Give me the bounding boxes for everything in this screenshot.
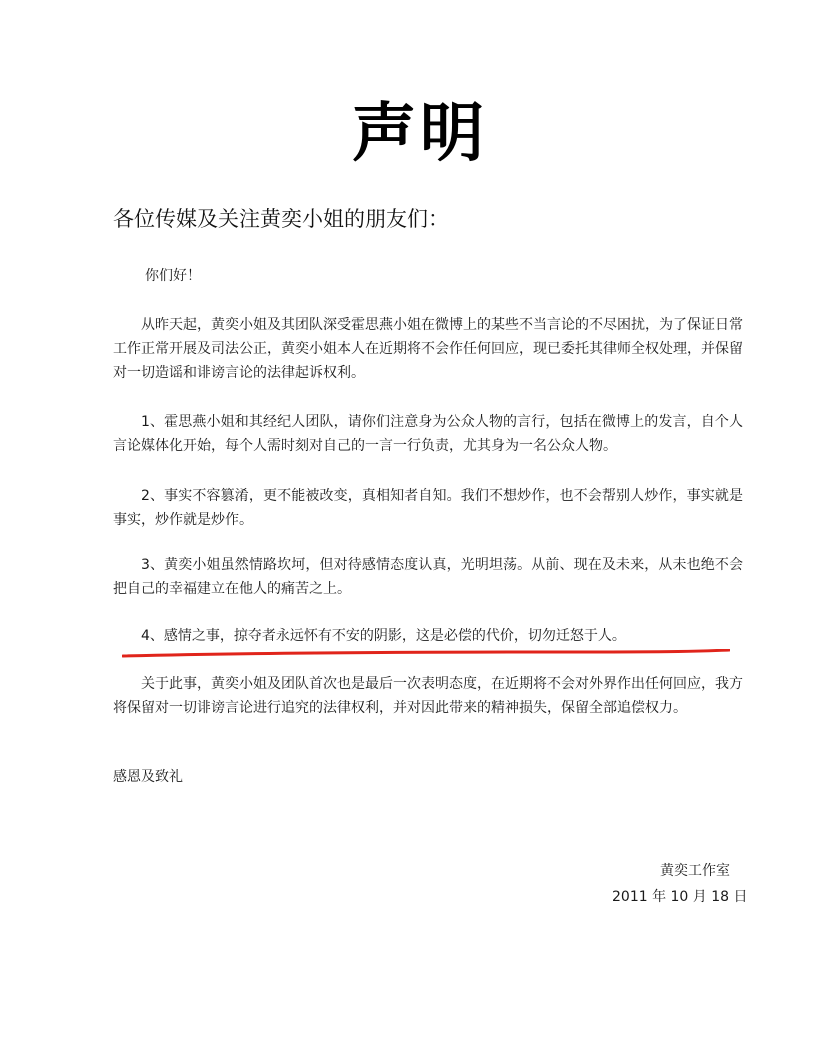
paragraph-conclusion-text: 关于此事，黄奕小姐及团队首次也是最后一次表明态度，在近期将不会对外界作出任何回应，我方将保留对一切诽谤言论进行追究的法律权利，并对因此带来的精神损失，保留全部追偿权力。 <box>113 676 743 716</box>
red-underline-mark <box>122 649 730 658</box>
paragraph-intro-text: 从昨天起，黄奕小姐及其团队深受霍思燕小姐在微博上的某些不当言论的不尽困扰，为了保证日常工作正常开展及司法公正，黄奕小姐本人在近期将不会作任何回应，现已委托其律师全权处理，并保留对一切造谣和诽谤言论的法律起诉权利。 <box>113 317 743 381</box>
signature-date: 2011 年 10 月 18 日 <box>612 889 748 905</box>
paragraph-point-2 <box>113 484 743 532</box>
paragraph-intro <box>113 313 743 385</box>
paragraph-point-3 <box>113 553 743 601</box>
paragraph-point-1-text: 1、霍思燕小姐和其经纪人团队，请你们注意身为公众人物的言行，包括在微博上的发言，自个人言论媒体化开始，每个人需时刻对自己的一言一行负责，尤其身为一名公众人物。 <box>113 414 743 454</box>
greeting: 你们好！ <box>145 268 201 284</box>
closing-remark: 感恩及致礼 <box>113 769 183 785</box>
paragraph-point-2-text: 2、事实不容篡淆，更不能被改变，真相知者自知。我们不想炒作，也不会帮别人炒作，事实就是事实，炒作就是炒作。 <box>113 488 743 528</box>
signature-studio: 黄奕工作室 <box>660 863 730 879</box>
paragraph-point-4-text: 4、感情之事，掠夺者永远怀有不安的阴影，这是必偿的代价，切勿迁怒于人。 <box>141 628 626 644</box>
document-title: 声明 <box>352 97 488 171</box>
paragraph-conclusion <box>113 672 743 720</box>
salutation: 各位传媒及关注黄奕小姐的朋友们： <box>113 207 449 231</box>
paragraph-point-4 <box>113 624 743 648</box>
paragraph-point-1 <box>113 410 743 458</box>
paragraph-point-3-text: 3、黄奕小姐虽然情路坎坷，但对待感情态度认真，光明坦荡。从前、现在及未来，从未也绝不会把自己的幸福建立在他人的痛苦之上。 <box>113 557 743 597</box>
